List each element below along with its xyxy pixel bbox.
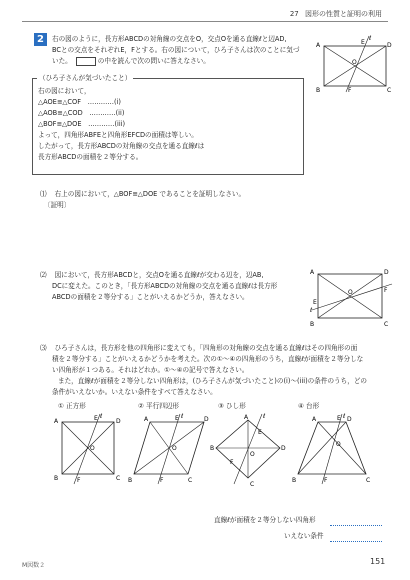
- svg-text:C: C: [384, 321, 389, 328]
- svg-text:D: D: [384, 269, 389, 276]
- svg-text:E: E: [258, 429, 262, 436]
- box-line-3: △AOB≡△COD …………(ii): [38, 109, 125, 117]
- q1-proof-label: 〔証明〕: [44, 201, 71, 209]
- svg-text:B: B: [128, 477, 133, 484]
- svg-text:O: O: [90, 445, 95, 452]
- svg-text:B: B: [210, 445, 215, 452]
- shape-label-4: ④ 台形: [298, 402, 320, 410]
- svg-text:O: O: [172, 445, 177, 452]
- svg-text:B: B: [292, 477, 297, 484]
- svg-text:E: E: [94, 415, 98, 422]
- svg-text:O: O: [336, 441, 341, 448]
- svg-text:C: C: [188, 477, 193, 484]
- blank-box-icon: [76, 57, 96, 66]
- box-line-4: △BOF≡△DOE …………(iii): [38, 120, 126, 128]
- shape-label-1: ① 正方形: [58, 402, 86, 410]
- svg-text:B: B: [54, 475, 59, 482]
- svg-text:A: A: [144, 416, 149, 423]
- svg-text:A: A: [244, 414, 249, 421]
- q3-line-2: 積を２等分する」ことがいえるかどうかを考えた。次の①～④の四角形のうち，直線ℓが面積を２等分しな: [52, 355, 364, 363]
- svg-text:A: A: [310, 269, 315, 276]
- page-header: [290, 9, 382, 19]
- svg-text:B: B: [316, 87, 321, 94]
- figure-trapezoid: [290, 412, 372, 490]
- svg-text:F: F: [348, 87, 352, 94]
- svg-text:ℓ: ℓ: [181, 413, 184, 420]
- q3-line-3: い四角形が１つある。それはどれか。①～④の記号で答えなさい。: [52, 366, 249, 374]
- problem-number: 2: [34, 33, 47, 46]
- svg-text:D: D: [204, 416, 209, 423]
- figure-parallelogram: [128, 412, 210, 490]
- svg-text:F: F: [384, 287, 388, 294]
- box-line-6: したがって，長方形ABCDの対角線の交点を通る直線ℓは: [38, 142, 205, 150]
- header-rule: [22, 21, 388, 22]
- svg-text:E: E: [313, 299, 317, 306]
- svg-text:C: C: [387, 87, 392, 94]
- svg-text:D: D: [281, 445, 286, 452]
- box-title: （ひろ子さんが気づいたこと）: [39, 74, 132, 82]
- svg-text:E: E: [361, 39, 365, 46]
- figure-rectangle-2: [308, 264, 394, 330]
- q3-line-1: ⑶ ひろ子さんは，長方形を他の四角形に変えても，「四角形の対角線の交点を通る直線ℓはその四角形の面: [40, 344, 358, 352]
- svg-text:E: E: [337, 415, 341, 422]
- box-line-5: よって，四角形ABFEと四角形EFCDの面積は等しい。: [38, 131, 198, 139]
- svg-text:C: C: [250, 481, 255, 488]
- box-line-2: △AOE≡△COF …………(i): [38, 98, 121, 106]
- q2-line-1: ⑵ 図において，長方形ABCDと，交点Oを通る直線ℓが交わる辺を，辺AB,: [40, 271, 264, 279]
- q3-line-4: また，直線ℓが面積を２等分しない四角形は，(ひろ子さんが気づいたこと)の(i)～(iii)の条件のうち，どの: [58, 377, 368, 385]
- figure-rhombus: [210, 412, 288, 490]
- intro-line-2: BCとの交点をそれぞれE，Fとする。右の図について，ひろ子さんは次のことに気づ: [52, 46, 300, 54]
- q2-line-3: ABCDの面積を２等分する」ことがいえるかどうか，答えなさい。: [52, 293, 249, 301]
- svg-text:F: F: [324, 477, 328, 484]
- answer-label-1: 直線ℓが面積を２等分しない四角形: [214, 516, 316, 524]
- svg-text:O: O: [250, 451, 255, 458]
- answer-field-1[interactable]: [330, 525, 382, 526]
- q2-line-2: DCに変えた。このとき，「長方形ABCDの対角線の交点を通る直線ℓは長方形: [52, 282, 278, 290]
- svg-text:D: D: [387, 42, 392, 49]
- chapter-title: 図形の性質と証明の利用: [305, 10, 382, 18]
- svg-text:D: D: [116, 418, 121, 425]
- svg-text:ℓ: ℓ: [310, 307, 313, 314]
- answer-field-2[interactable]: [330, 541, 382, 542]
- shape-label-3: ③ ひし形: [218, 402, 246, 410]
- svg-text:ℓ: ℓ: [369, 35, 372, 42]
- svg-text:A: A: [54, 418, 59, 425]
- intro-line-1: 右の図のように，長方形ABCDの対角線の交点をO，交点Oを通る直線ℓと辺AD,: [52, 35, 287, 43]
- q3-line-5: 条件がいえないか。いえない条件をすべて答えなさい。: [52, 388, 217, 396]
- intro-line-3: いた。 の中を読んで次の問いに答えなさい。: [52, 57, 210, 65]
- svg-text:ℓ: ℓ: [263, 413, 266, 420]
- box-line-1: 右の図において，: [38, 87, 91, 95]
- svg-text:E: E: [175, 415, 179, 422]
- page-number: 151: [370, 557, 386, 566]
- figure-square: [52, 412, 122, 490]
- figure-rectangle-1: [314, 34, 394, 96]
- svg-text:A: A: [312, 416, 317, 423]
- svg-text:D: D: [347, 416, 352, 423]
- svg-text:F: F: [230, 459, 234, 466]
- shape-label-2: ② 平行四辺形: [138, 402, 179, 410]
- footer-code: M図数２: [22, 562, 46, 569]
- chapter-number: 27: [289, 10, 299, 18]
- svg-text:C: C: [366, 477, 371, 484]
- svg-text:F: F: [160, 477, 164, 484]
- q1-text: ⑴ 右上の図において，△BOF≡△DOE であることを証明しなさい。: [40, 190, 246, 198]
- svg-text:O: O: [348, 289, 353, 296]
- answer-label-2: いえない条件: [284, 532, 324, 540]
- svg-text:F: F: [77, 477, 81, 484]
- box-line-7: 長方形ABCDの面積を２等分する。: [38, 153, 143, 161]
- svg-text:A: A: [316, 42, 321, 49]
- svg-text:B: B: [310, 321, 315, 328]
- svg-text:C: C: [116, 475, 121, 482]
- svg-text:O: O: [352, 59, 357, 66]
- svg-text:ℓ: ℓ: [343, 413, 346, 420]
- svg-text:ℓ: ℓ: [100, 413, 103, 420]
